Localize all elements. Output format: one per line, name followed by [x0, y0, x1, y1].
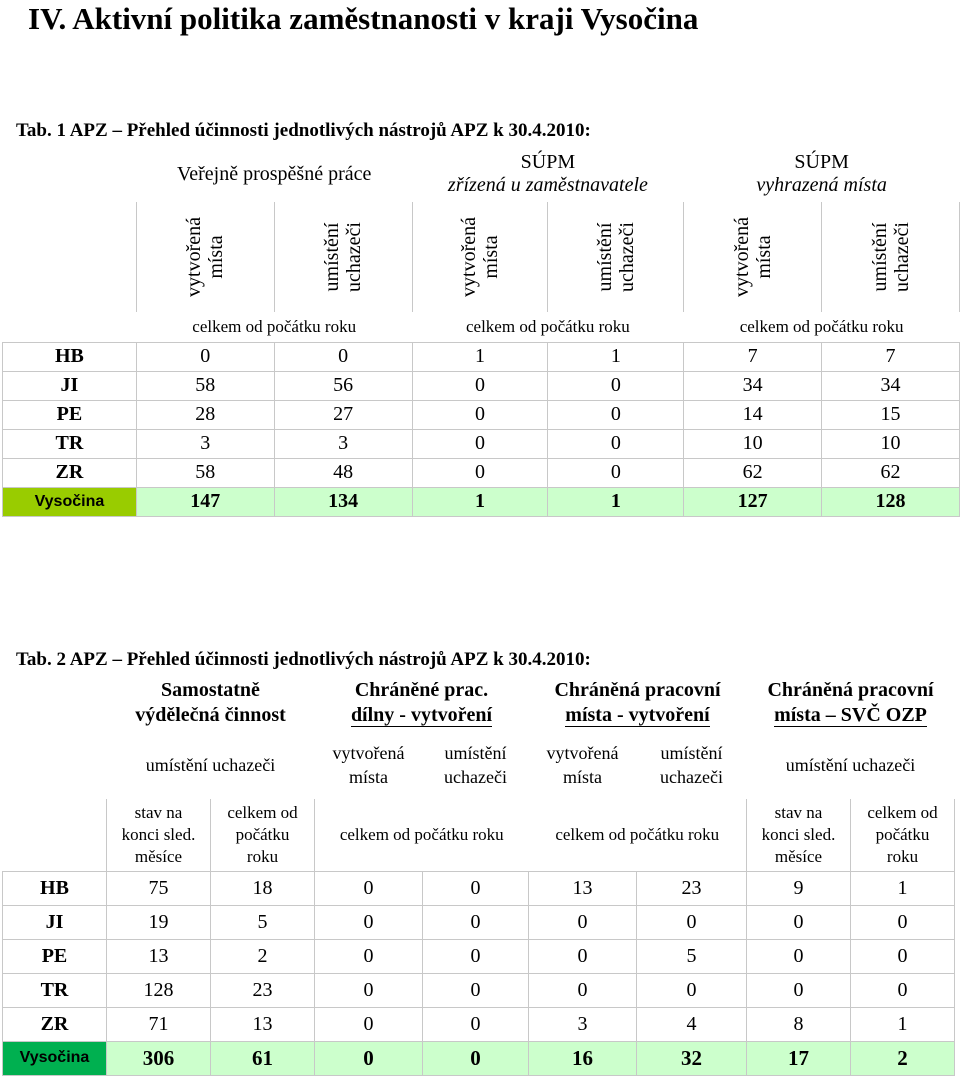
table-cell: 0: [315, 1041, 423, 1075]
table-cell: 0: [548, 400, 684, 429]
table-cell: 34: [684, 371, 822, 400]
table2-period: celkem od počátku roku: [339, 824, 504, 844]
table2-subheader: umístění uchazeči: [444, 743, 507, 787]
table2-group-chpm-svc-line2: [747, 703, 955, 728]
table1-group-supm-zrizena-line1: SÚPM: [520, 151, 576, 173]
table-cell: 61: [211, 1041, 315, 1075]
table-cell: 0: [412, 371, 548, 400]
table-cell: 4: [637, 1007, 747, 1041]
table2-caption: Tab. 2 APZ – Přehled účinnosti jednotlivých nástrojů APZ k 30.4.2010:: [16, 649, 591, 670]
table1-subheader: [136, 202, 274, 312]
row-label: PE: [3, 400, 137, 429]
table-cell: 2: [211, 939, 315, 973]
table2-group-chpd-line2-text: dílny - vytvoření: [350, 704, 493, 726]
table-cell: 19: [107, 905, 211, 939]
table-cell: 1: [851, 1007, 955, 1041]
row-label: ZR: [3, 458, 137, 487]
table-cell: 17: [747, 1041, 851, 1075]
table-cell: 0: [529, 939, 637, 973]
table2-period: stav na konci sled. měsíce: [747, 799, 851, 871]
table1-group-supm-vyhrazena-line1: SÚPM: [794, 151, 849, 173]
table-row: [3, 371, 960, 400]
table-cell: 62: [822, 458, 960, 487]
table-row: [3, 939, 955, 973]
row-label: ZR: [3, 1007, 107, 1041]
table-cell: 23: [211, 973, 315, 1007]
table-cell: 0: [529, 973, 637, 1007]
table-cell: 0: [747, 973, 851, 1007]
table1-corner-2: [3, 202, 137, 312]
row-label: TR: [3, 973, 107, 1007]
table2-corner: [3, 675, 107, 731]
table-cell: 10: [684, 429, 822, 458]
table-cell: 128: [107, 973, 211, 1007]
table-cell: 0: [423, 1007, 529, 1041]
table-cell: 58: [136, 371, 274, 400]
table-cell: 13: [211, 1007, 315, 1041]
table-row: [3, 342, 960, 371]
table-cell: 0: [423, 939, 529, 973]
total-row: [3, 1041, 955, 1075]
table2-group-chpd-line2: [315, 703, 529, 728]
table1-subheader: [274, 202, 412, 312]
table-cell: 27: [274, 400, 412, 429]
table2-body: [3, 871, 955, 1075]
table1-subheader: [822, 202, 960, 312]
table-cell: 0: [423, 973, 529, 1007]
table-cell: 0: [315, 871, 423, 905]
row-label: Vysočina: [3, 487, 137, 516]
table2-group-chpm-svc-line1: Chráněná pracovní: [767, 679, 934, 701]
table2-group-svc-line2: [107, 703, 315, 728]
table-cell: 0: [412, 400, 548, 429]
table-cell: 0: [548, 458, 684, 487]
table1-subheader-text: vytvořená místa: [183, 217, 228, 297]
table2-group-chpm-line2: [529, 703, 747, 728]
table-cell: 0: [423, 905, 529, 939]
table1-subheader-text: vytvořená místa: [457, 217, 502, 297]
table1-corner-3: [3, 312, 137, 342]
row-label: PE: [3, 939, 107, 973]
table-cell: 0: [851, 905, 955, 939]
table-cell: 1: [548, 342, 684, 371]
table-cell: 0: [747, 905, 851, 939]
table-cell: 0: [851, 939, 955, 973]
table2-group-chpm-svc-line2-text: místa – SVČ OZP: [774, 704, 927, 726]
row-label: HB: [3, 342, 137, 371]
row-label: TR: [3, 429, 137, 458]
table-cell: 16: [529, 1041, 637, 1075]
table-cell: 0: [637, 905, 747, 939]
table-cell: 5: [211, 905, 315, 939]
table1-period: celkem od počátku roku: [465, 316, 630, 336]
table-row: [3, 1007, 955, 1041]
table1-group-supm-vyhrazena: [684, 146, 960, 202]
table2-period: celkem od počátku roku: [555, 824, 720, 844]
table-cell: 9: [747, 871, 851, 905]
table-cell: 1: [548, 487, 684, 516]
table1-corner: [3, 146, 137, 202]
table-cell: 28: [136, 400, 274, 429]
table2-corner-3: [3, 799, 107, 871]
table-cell: 13: [529, 871, 637, 905]
table-cell: 18: [211, 871, 315, 905]
table2-subheader: umístění uchazeči: [660, 743, 723, 787]
table2-subheader: vytvořená místa: [546, 743, 619, 787]
table-row: [3, 429, 960, 458]
table-cell: 71: [107, 1007, 211, 1041]
row-label: Vysočina: [3, 1041, 107, 1075]
page-heading: IV. Aktivní politika zaměstnanosti v kraji Vysočina: [28, 1, 699, 36]
table1-subheader: [412, 202, 548, 312]
table-cell: 13: [107, 939, 211, 973]
table-cell: 14: [684, 400, 822, 429]
table2-corner-2: [3, 731, 107, 799]
table1-caption: Tab. 1 APZ – Přehled účinnosti jednotlivých nástrojů APZ k 30.4.2010:: [16, 120, 591, 141]
table-cell: 2: [851, 1041, 955, 1075]
table-cell: 3: [274, 429, 412, 458]
table2-group-svc: [107, 675, 315, 731]
table1-subheader-text: umístění uchazeči: [321, 222, 366, 292]
table-cell: 0: [423, 871, 529, 905]
table2-group-chpm-line1: Chráněná pracovní: [554, 679, 721, 701]
table-cell: 0: [315, 1007, 423, 1041]
table1-subheader: [548, 202, 684, 312]
table2-subheader: umístění uchazeči: [785, 755, 916, 775]
table-cell: 0: [747, 939, 851, 973]
table2-group-chpm-svc: [747, 675, 955, 731]
table2: [2, 675, 955, 1076]
table-cell: 134: [274, 487, 412, 516]
table-row: [3, 973, 955, 1007]
table-cell: 0: [548, 429, 684, 458]
table2-group-chpm-line2-text: místa - vytvoření: [565, 704, 710, 726]
table-cell: 1: [412, 487, 548, 516]
table2-group-chpd: [315, 675, 529, 731]
table2-group-chpd-line1: Chráněné prac.: [354, 679, 489, 701]
table1: [2, 146, 960, 517]
table-cell: 48: [274, 458, 412, 487]
table-cell: 56: [274, 371, 412, 400]
table-cell: 0: [423, 1041, 529, 1075]
table2-period: celkem od počátku roku: [851, 799, 955, 871]
table1-period: celkem od počátku roku: [739, 316, 904, 336]
table-cell: 128: [822, 487, 960, 516]
table-cell: 58: [136, 458, 274, 487]
table1-group-supm-vyhrazena-line2: vyhrazená místa: [756, 174, 887, 196]
table-cell: 0: [548, 371, 684, 400]
table1-subheader-text: umístění uchazeči: [593, 222, 638, 292]
row-label: HB: [3, 871, 107, 905]
table-cell: 0: [412, 458, 548, 487]
table2-subheader: vytvořená místa: [332, 743, 405, 787]
table-cell: 10: [822, 429, 960, 458]
table-row: [3, 400, 960, 429]
table-cell: 127: [684, 487, 822, 516]
table2-group-chpm: [529, 675, 747, 731]
table1-subheader-text: umístění uchazeči: [868, 222, 913, 292]
table-cell: 0: [529, 905, 637, 939]
table-cell: 0: [315, 939, 423, 973]
table-row: [3, 458, 960, 487]
table1-group-vpp: [136, 146, 412, 202]
table2-subheader: umístění uchazeči: [145, 755, 276, 775]
table-cell: 147: [136, 487, 274, 516]
table-cell: 1: [851, 871, 955, 905]
table1-period: celkem od počátku roku: [192, 316, 357, 336]
table1-subheader: [684, 202, 822, 312]
table-row: [3, 871, 955, 905]
table1-group-supm-zrizena: [412, 146, 684, 202]
table2-group-svc-line1: Samostatně: [161, 679, 260, 701]
table-cell: 8: [747, 1007, 851, 1041]
total-row: [3, 487, 960, 516]
table-cell: 7: [822, 342, 960, 371]
table-cell: 1: [412, 342, 548, 371]
table-cell: 15: [822, 400, 960, 429]
row-label: JI: [3, 905, 107, 939]
table2-group-svc-line2-text: výdělečná činnost: [135, 704, 286, 726]
table-cell: 0: [851, 973, 955, 1007]
table-cell: 0: [315, 973, 423, 1007]
table-row: [3, 905, 955, 939]
table-cell: 0: [412, 429, 548, 458]
table1-subheader-text: vytvořená místa: [730, 217, 775, 297]
table-cell: 306: [107, 1041, 211, 1075]
table1-group-vpp-line1: Veřejně prospěšné práce: [177, 162, 372, 185]
table-cell: 7: [684, 342, 822, 371]
row-label: JI: [3, 371, 137, 400]
table-cell: 75: [107, 871, 211, 905]
table2-period: celkem od počátku roku: [211, 799, 315, 871]
table-cell: 0: [136, 342, 274, 371]
table-cell: 0: [274, 342, 412, 371]
table-cell: 62: [684, 458, 822, 487]
table-cell: 3: [529, 1007, 637, 1041]
table1-body: [3, 342, 960, 516]
table-cell: 5: [637, 939, 747, 973]
table2-period: stav na konci sled. měsíce: [107, 799, 211, 871]
table-cell: 0: [637, 973, 747, 1007]
table-cell: 23: [637, 871, 747, 905]
table-cell: 32: [637, 1041, 747, 1075]
table-cell: 0: [315, 905, 423, 939]
table1-group-supm-zrizena-line2: zřízená u zaměstnavatele: [447, 174, 648, 196]
table-cell: 3: [136, 429, 274, 458]
table-cell: 34: [822, 371, 960, 400]
